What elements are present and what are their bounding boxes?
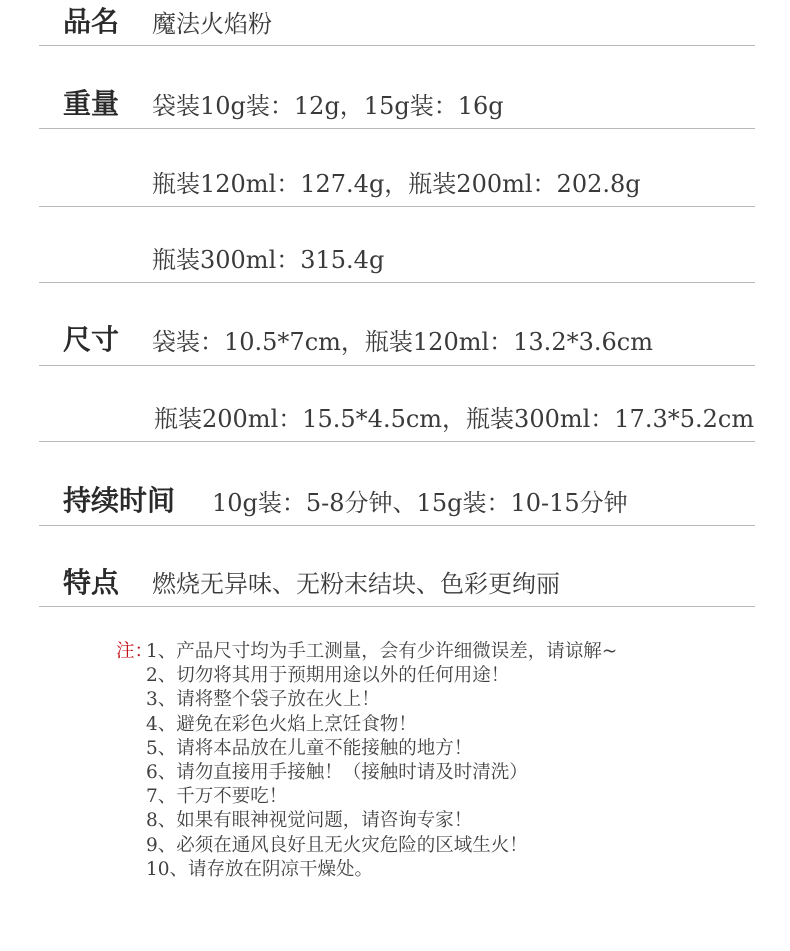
divider	[39, 441, 755, 442]
note-item	[116, 688, 617, 712]
row-value-features: 燃烧无异味、无粉末结块、色彩更绚丽	[152, 570, 560, 598]
row-value-name: 魔法火焰粉	[152, 10, 272, 38]
divider	[39, 365, 755, 366]
note-text: 8、如果有眼神视觉问题，请咨询专家！	[146, 810, 473, 832]
divider	[39, 128, 755, 129]
note-item	[116, 664, 617, 688]
divider	[39, 606, 755, 607]
note-item	[116, 737, 617, 761]
row-value-size-1: 袋装：10.5*7cm，瓶装120ml：13.2*3.6cm	[152, 328, 653, 356]
note-item	[116, 640, 617, 664]
note-text: 1、产品尺寸均为手工测量，会有少许细微误差，请谅解~	[146, 641, 618, 662]
row-label-name: 品名	[63, 5, 120, 38]
row-value-weight-bag: 袋装10g装：12g，15g装：16g	[152, 92, 504, 120]
row-value-size-2: 瓶装200ml：15.5*4.5cm，瓶装300ml：17.3*5.2cm	[154, 405, 755, 433]
row-label-duration: 持续时间	[63, 484, 176, 517]
divider	[39, 45, 755, 46]
note-item	[116, 858, 617, 882]
note-item	[116, 809, 617, 833]
note-text: 3、请将整个袋子放在火上！	[146, 689, 380, 711]
note-text: 6、请勿直接用手接触！（接触时请及时清洗）	[146, 762, 528, 784]
note-text: 2、切勿将其用于预期用途以外的任何用途！	[146, 665, 510, 687]
note-text: 5、请将本品放在儿童不能接触的地方！	[146, 737, 473, 759]
note-item	[116, 834, 617, 858]
notes-prefix: 注：	[116, 641, 154, 662]
note-text: 7、千万不要吃！	[146, 786, 288, 808]
divider	[39, 525, 755, 526]
notes-block	[116, 640, 617, 882]
note-text: 4、避免在彩色火焰上烹饪食物！	[146, 713, 417, 735]
note-text: 9、必须在通风良好且无火灾危险的区域生火！	[146, 834, 528, 856]
note-item	[116, 761, 617, 785]
row-value-weight-bottle-1: 瓶装120ml：127.4g，瓶装200ml：202.8g	[152, 170, 641, 198]
note-text: 10、请存放在阴凉干燥处。	[146, 858, 374, 880]
row-value-duration: 10g装：5-8分钟、15g装：10-15分钟	[212, 489, 628, 517]
row-value-weight-bottle-2: 瓶装300ml：315.4g	[152, 246, 385, 274]
row-label-size: 尺寸	[63, 323, 120, 356]
row-label-features: 特点	[63, 566, 120, 599]
divider	[39, 206, 755, 207]
row-label-weight: 重量	[63, 87, 120, 120]
note-item	[116, 713, 617, 737]
divider	[39, 282, 755, 283]
note-item	[116, 785, 617, 809]
